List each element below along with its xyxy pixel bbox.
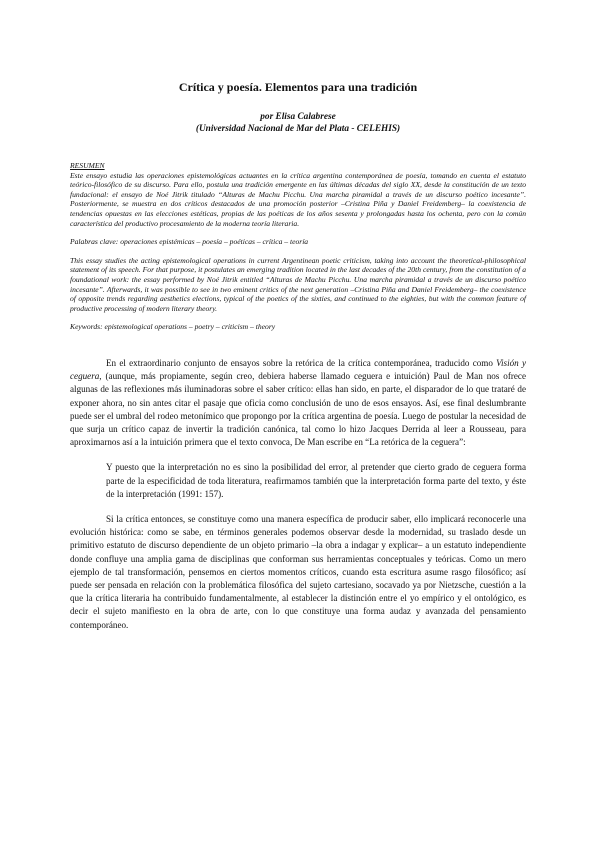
body-paragraph-1: En el extraordinario conjunto de ensayos sobre la retórica de la crítica contemporánea, traducido como Visión y ceguera, (aunque, más propiamente, según creo, debiera haberse llamado ceguera e intuición) Paul de Man nos ofrece algunas de las reflexiones más iluminadoras sobre el saber crítico: ellas han sido, en parte, el disparador de lo que trataré de exponer ahora, no sin antes citar el pasaje que oficia como conclusión de uno de esos ensayos. Así, ese final deslumbrante puede ser el umbral del rodeo metonímico que propongo por la crítica argentina de poesía. Luego de postular la necesidad de que surja un crítico capaz de invertir la tradición canónica, tal como lo hizo Jacques Derrida al leer a Rousseau, para aproximarnos así a la intuición primera que el texto convoca, De Man escribe en “La retórica de la ceguera”: (70, 357, 526, 448)
abstract-spanish: Este ensayo estudia las operaciones epistemológicas actuantes en la crítica argentina contemporánea de poesía, tomando en cuenta el estatuto teórico-filosófico de su discurso. Para ello, postula una tradición emergente en las últimas décadas del siglo XX, desde la constitución de un texto fundacional: el ensayo de Noé Jitrik titulado “Alturas de Machu Picchu. Una marcha piramidal a través de un discurso poético incesante”. Posteriormente, se muestra en dos críticos destacados de una promoción posterior –Cristina Piña y Daniel Freidemberg– la coexistencia de tendencias opuestas en las elecciones estéticas, propias de las poéticas de los años sesenta y prolongadas hasta los ochenta, pero con la común característica del productivo procesamiento de la moderna teoría literaria. (70, 170, 526, 228)
byline (70, 111, 526, 135)
body-paragraph-2: Si la crítica entonces, se constituye como una manera específica de producir saber, ello implicará reconocerle una evolución histórica: como se sabe, en términos generales podemos observar desde la modernidad, su traslado desde un primitivo estatuto de discurso dependiente de un objeto primario –la obra a indagar y explicar– a un estatuto independiente donde confluye una amplia gama de disciplinas que conforman sus herramientas conceptuales y teóricas. Como un mero ejemplo de tal transformación, pensemos en ciertos momentos críticos, cuando esta escritura asume rasgo filosófico; así puede ser pensada en relación con la problemática filosófica del sujeto cartesiano, socavado ya por Nietzsche, cuestión a la que la crítica literaria ha contribuido fundamentalmente, al establecer la distinción entre el yo empírico y el ontológico, es decir el sujeto manifiesto en la obra de arte, con lo que constituye una forma audaz y avanzada del pensamiento contemporáneo. (70, 513, 526, 630)
abstract-section (70, 161, 526, 332)
body-text (70, 357, 526, 632)
block-quote: Y puesto que la interpretación no es sino la posibilidad del error, al pretender que cierto grado de ceguera forma parte de la especificidad de toda literatura, reafirmamos también que la interpretación forma parte del texto, y éste de la interpretación (1991: 157). (106, 462, 526, 499)
paper-title: Crítica y poesía. Elementos para una tradición (178, 80, 418, 94)
keywords-english: Keywords: epistemological operations – poetry – criticism – theory (70, 322, 276, 332)
book-title: Visión y ceguera (70, 357, 526, 382)
author-affiliation: (Universidad Nacional de Mar del Plata - CELEHIS) (195, 124, 401, 134)
keywords-spanish: Palabras clave: operaciones epistémicas – poesía – poéticas – crítica – teoría (70, 237, 309, 247)
document-page (70, 80, 526, 632)
author-name: por Elisa Calabrese (260, 112, 336, 122)
abstract-english: This essay studies the acting epistemological operations in current Argentinean poetic criticism, taking into account the theoretical-philosophical statement of its speech. For that purpose, it postulates an emerging tradition located in the last decades of the 20th century, from the constitution of a foundational work: the essay performed by Noé Jitrik entitled “Alturas de Machu Picchu. Una marcha piramidal a través de un discurso poético incesante”. Afterwards, it was possible to see in two eminent critics of the next generation –Cristina Piña and Daniel Freidemberg– the coexistence of opposite trends regarding aesthetics elections, typical of the poetics of the sixties, and continued to the eighties, but with the common feature of productive processing of modern literary theory. (70, 255, 526, 313)
abstract-label: RESUMEN (70, 161, 105, 170)
